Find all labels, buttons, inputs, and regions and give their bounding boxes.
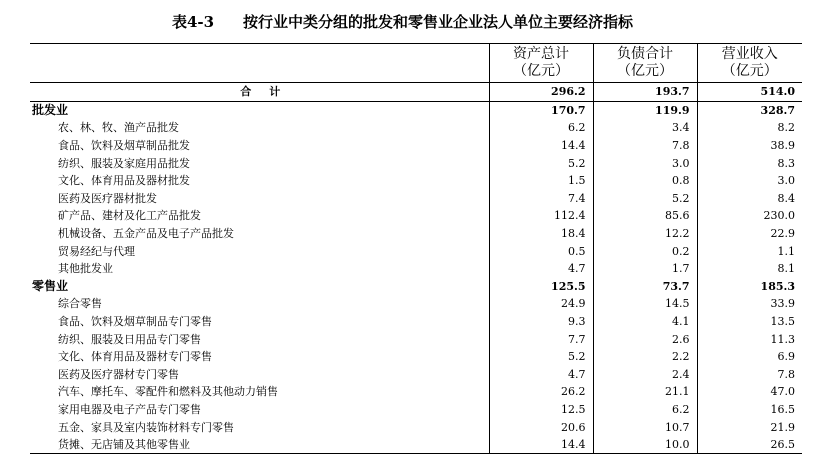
row-label: 其他批发业 (58, 262, 113, 276)
table-row (30, 418, 802, 436)
cell-assets: 5.2 (489, 154, 593, 172)
table-row (30, 225, 802, 243)
table-row (30, 242, 802, 260)
cell-liabilities: 12.2 (593, 225, 697, 243)
cell-assets: 1.5 (489, 172, 593, 190)
row-label: 机械设备、五金产品及电子产品批发 (58, 227, 234, 241)
cell-revenue: 185.3 (697, 278, 802, 296)
cell-liabilities: 119.9 (593, 101, 697, 119)
cell-revenue: 11.3 (697, 330, 802, 348)
table-title (0, 9, 818, 33)
cell-assets: 7.7 (489, 330, 593, 348)
cell-assets: 112.4 (489, 207, 593, 225)
cell-assets: 7.4 (489, 190, 593, 208)
cell-revenue: 13.5 (697, 313, 802, 331)
table-row (30, 137, 802, 155)
table-row (30, 119, 802, 137)
row-label: 汽车、摩托车、零配件和燃料及其他动力销售 (58, 385, 278, 399)
total-row (30, 83, 802, 102)
total-revenue: 514.0 (697, 83, 802, 102)
cell-revenue: 8.3 (697, 154, 802, 172)
statistics-table (30, 43, 802, 454)
row-label: 矿产品、建材及化工产品批发 (58, 209, 201, 223)
cell-revenue: 16.5 (697, 401, 802, 419)
cell-assets: 26.2 (489, 383, 593, 401)
row-label: 货摊、无店铺及其他零售业 (30, 436, 489, 454)
cell-liabilities: 14.5 (593, 295, 697, 313)
table-row (30, 366, 802, 384)
cell-revenue: 8.4 (697, 190, 802, 208)
cell-revenue: 8.2 (697, 119, 802, 137)
row-label: 农、林、牧、渔产品批发 (58, 121, 179, 135)
cell-assets: 14.4 (489, 137, 593, 155)
table-row (30, 260, 802, 278)
cell-revenue: 7.8 (697, 366, 802, 384)
cell-revenue: 21.9 (697, 418, 802, 436)
header-label-cell (30, 44, 489, 83)
total-label: 合 计 (30, 83, 489, 102)
cell-liabilities: 2.4 (593, 366, 697, 384)
table-row (30, 172, 802, 190)
table-row (30, 330, 802, 348)
row-label: 医药及医疗器材专门零售 (58, 367, 179, 381)
row-label: 五金、家具及室内装饰材料专门零售 (58, 420, 234, 434)
section-row (30, 101, 802, 119)
cell-liabilities: 3.0 (593, 154, 697, 172)
cell-assets: 170.7 (489, 101, 593, 119)
cell-liabilities: 1.7 (593, 260, 697, 278)
cell-assets: 4.7 (489, 366, 593, 384)
cell-revenue: 47.0 (697, 383, 802, 401)
row-label: 医药及医疗器材批发 (58, 191, 157, 205)
cell-revenue: 26.5 (697, 436, 802, 454)
table-title-text: 按行业中类分组的批发和零售业企业法人单位主要经济指标 (243, 13, 634, 31)
header-liabilities: 负债合计 （亿元） (593, 44, 697, 83)
row-label: 综合零售 (58, 297, 102, 311)
table-row (30, 207, 802, 225)
row-label: 贸易经纪与代理 (58, 244, 135, 258)
cell-assets: 6.2 (489, 119, 593, 137)
row-label: 文化、体育用品及器材专门零售 (58, 350, 212, 364)
table-row (30, 154, 802, 172)
cell-revenue: 3.0 (697, 172, 802, 190)
cell-revenue: 33.9 (697, 295, 802, 313)
table-row (30, 383, 802, 401)
cell-assets: 5.2 (489, 348, 593, 366)
row-label: 零售业 (32, 278, 69, 293)
cell-assets: 125.5 (489, 278, 593, 296)
table-row (30, 436, 802, 454)
table-row (30, 295, 802, 313)
cell-liabilities: 2.6 (593, 330, 697, 348)
cell-liabilities: 0.8 (593, 172, 697, 190)
row-label: 食品、饮料及烟草制品专门零售 (58, 315, 212, 329)
row-label: 纺织、服装及日用品专门零售 (58, 332, 201, 346)
cell-revenue: 230.0 (697, 207, 802, 225)
table-row (30, 313, 802, 331)
row-label: 批发业 (32, 102, 69, 117)
cell-revenue: 1.1 (697, 242, 802, 260)
cell-liabilities: 3.4 (593, 119, 697, 137)
total-liabilities: 193.7 (593, 83, 697, 102)
cell-liabilities: 21.1 (593, 383, 697, 401)
cell-revenue: 6.9 (697, 348, 802, 366)
cell-liabilities: 10.7 (593, 418, 697, 436)
cell-assets: 12.5 (489, 401, 593, 419)
header-assets: 资产总计 （亿元） (489, 44, 593, 83)
cell-revenue: 38.9 (697, 137, 802, 155)
cell-liabilities: 2.2 (593, 348, 697, 366)
cell-liabilities: 85.6 (593, 207, 697, 225)
row-label: 食品、饮料及烟草制品批发 (58, 139, 190, 153)
cell-liabilities: 0.2 (593, 242, 697, 260)
row-label: 家用电器及电子产品专门零售 (58, 402, 201, 416)
row-label: 文化、体育用品及器材批发 (58, 174, 190, 188)
cell-liabilities: 73.7 (593, 278, 697, 296)
section-row (30, 278, 802, 296)
cell-revenue: 22.9 (697, 225, 802, 243)
cell-assets: 18.4 (489, 225, 593, 243)
cell-liabilities: 5.2 (593, 190, 697, 208)
cell-assets: 4.7 (489, 260, 593, 278)
header-revenue: 营业收入 （亿元） (697, 44, 802, 83)
table-number: 表4-3 (172, 13, 215, 31)
cell-assets: 9.3 (489, 313, 593, 331)
cell-revenue: 8.1 (697, 260, 802, 278)
cell-liabilities: 7.8 (593, 137, 697, 155)
cell-liabilities: 10.0 (593, 436, 697, 454)
cell-assets: 20.6 (489, 418, 593, 436)
table-row (30, 401, 802, 419)
row-label: 纺织、服装及家庭用品批发 (58, 156, 190, 170)
cell-assets: 0.5 (489, 242, 593, 260)
cell-assets: 24.9 (489, 295, 593, 313)
cell-revenue: 328.7 (697, 101, 802, 119)
cell-assets: 14.4 (489, 436, 593, 454)
total-assets: 296.2 (489, 83, 593, 102)
table-row (30, 348, 802, 366)
cell-liabilities: 6.2 (593, 401, 697, 419)
header-row (30, 44, 802, 83)
cell-liabilities: 4.1 (593, 313, 697, 331)
table-row (30, 190, 802, 208)
